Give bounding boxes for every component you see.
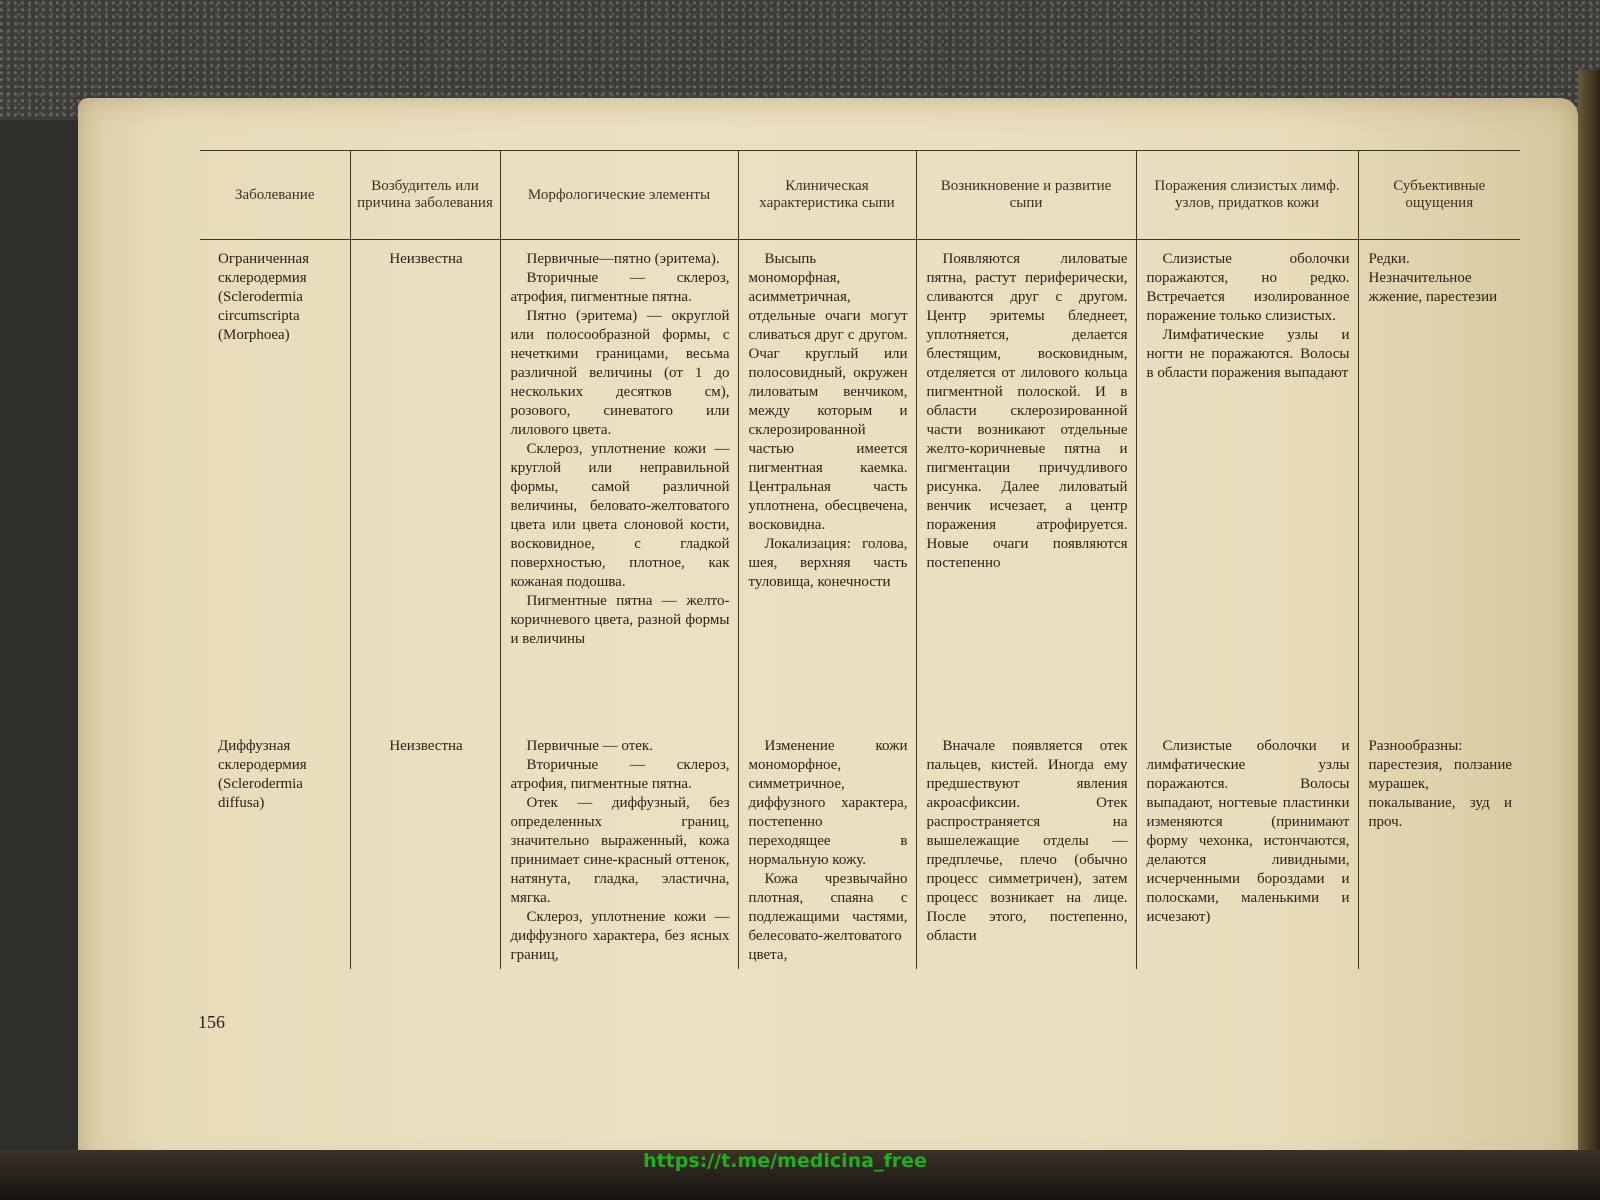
cell-morphology <box>500 240 738 736</box>
table-row <box>200 735 1520 969</box>
paragraph: Вначале появляется отек пальцев, кистей. Иногда ему предшествуют явления акроасфиксии. Отек распространяется на вышележащие отделы — предплечье, плечо (обычно процесс симметричен), затем процесс возникает на лице. После этого, постепенно, области <box>926 738 1128 944</box>
paragraph: Вторичные — склероз, атрофия, пигментные пятна. <box>510 270 730 305</box>
disease-table <box>200 150 1520 969</box>
paragraph: Пятно (эритема) — округлой или полосообразной формы, с нечеткими границами, весьма различной величины (от 1 до нескольких десятков см), розового, синеватого или лилового цвета. <box>510 308 730 438</box>
book-spine <box>1578 70 1600 1200</box>
header-development: Возникновение и развитие сыпи <box>916 151 1136 240</box>
cell-morphology <box>500 735 738 969</box>
paragraph: Изменение кожи мономорфное, симметричное, диффузного характера, постепенно переходящее в нормальную кожу. <box>748 738 908 868</box>
paragraph: Лимфатические узлы и ногти не поражаются. Волосы в области поражения выпадают <box>1146 327 1350 381</box>
paragraph: Отек — диффузный, без определенных границ, значительно выраженный, кожа принимает сине-красный оттенок, натянута, гладка, эластична, мягка. <box>510 795 730 906</box>
paragraph: Пигментные пятна — желто-коричневого цвета, разной формы и величины <box>510 593 730 647</box>
document-body <box>200 150 1520 969</box>
paragraph: Локализация: голова, шея, верхняя часть туловища, конечности <box>748 536 908 590</box>
cell-clinical <box>738 240 916 736</box>
table-header-row <box>200 151 1520 240</box>
header-subjective: Субъективные ощущения <box>1358 151 1520 240</box>
page-number: 156 <box>198 1012 225 1032</box>
header-mucosa: Поражения слизистых лимф. узлов, придатков кожи <box>1136 151 1358 240</box>
paragraph: Склероз, уплотнение кожи — круглой или неправильной формы, самой различной величины, беловато-желтоватого цвета или цвета слоновой кости, восковидное, с гладкой поверхностью, плотное, как кожаная подошва. <box>510 441 730 590</box>
paragraph: Первичные—пятно (эритема). <box>526 251 720 267</box>
cell-subjective: Разнообразны: парестезия, ползание мурашек, покалывание, зуд и проч. <box>1358 735 1520 969</box>
cell-subjective: Редки. Незначительное жжение, парестезии <box>1358 240 1520 736</box>
paragraph: Высыпь мономорфная, асимметричная, отдельные очаги могут сливаться друг с другом. Очаг круглый или полосовидный, окружен лиловатым венчиком, между которым и склерозированной частью имеется пигментная каемка. Центральная часть уплотнена, обесцвечена, восковидна. <box>748 251 908 533</box>
cell-development <box>916 735 1136 969</box>
header-morphology: Морфологические элементы <box>500 151 738 240</box>
paragraph: Первичные — отек. <box>526 738 653 754</box>
cell-development <box>916 240 1136 736</box>
header-clinical: Клиническая характеристика сыпи <box>738 151 916 240</box>
header-cause: Возбудитель или причина заболевания <box>350 151 500 240</box>
header-disease: Заболевание <box>200 151 350 240</box>
paragraph: Слизистые оболочки и лимфатические узлы поражаются. Волосы выпадают, ногтевые пластинки изменяются (принимают форму чехонка, истончаются, делаются ливидными, исчерченными бороздами и полосками, маленькими и исчезают) <box>1146 738 1350 925</box>
paragraph: Склероз, уплотнение кожи — диффузного характера, без ясных границ, <box>510 909 730 963</box>
cell-disease: Ограниченная склеродермия (Sclerodermia circumscripta (Morphoea) <box>218 251 310 343</box>
cell-cause: Неизвестна <box>350 240 500 736</box>
cell-mucosa <box>1136 240 1358 736</box>
paragraph: Кожа чрезвычайно плотная, спаяна с подлежащими частями, белесовато-желтоватого цвета, <box>748 871 908 963</box>
paragraph: Слизистые оболочки поражаются, но редко. Встречается изолированное поражение только слизистых. <box>1146 251 1350 324</box>
watermark-link[interactable]: https://t.me/medicina_free <box>643 1150 927 1172</box>
table-row <box>200 240 1520 736</box>
cell-cause: Неизвестна <box>350 735 500 969</box>
cell-mucosa <box>1136 735 1358 969</box>
paragraph: Вторичные — склероз, атрофия, пигментные пятна. <box>510 757 730 792</box>
paragraph: Появляются лиловатые пятна, растут периферически, сливаются друг с другом. Центр эритемы бледнеет, уплотняется, делается блестящим, восковидным, отделяется от лилового кольца пигментной полоской. И в области склерозированной части возникают отдельные желто-коричневые пятна и пигментации причудливого рисунка. Далее лиловатый венчик исчезает, а центр поражения атрофируется. Новые очаги появляются постепенно <box>926 251 1128 571</box>
cell-disease: Диффузная склеродермия (Sclerodermia diffusa) <box>218 738 307 811</box>
cell-clinical <box>738 735 916 969</box>
